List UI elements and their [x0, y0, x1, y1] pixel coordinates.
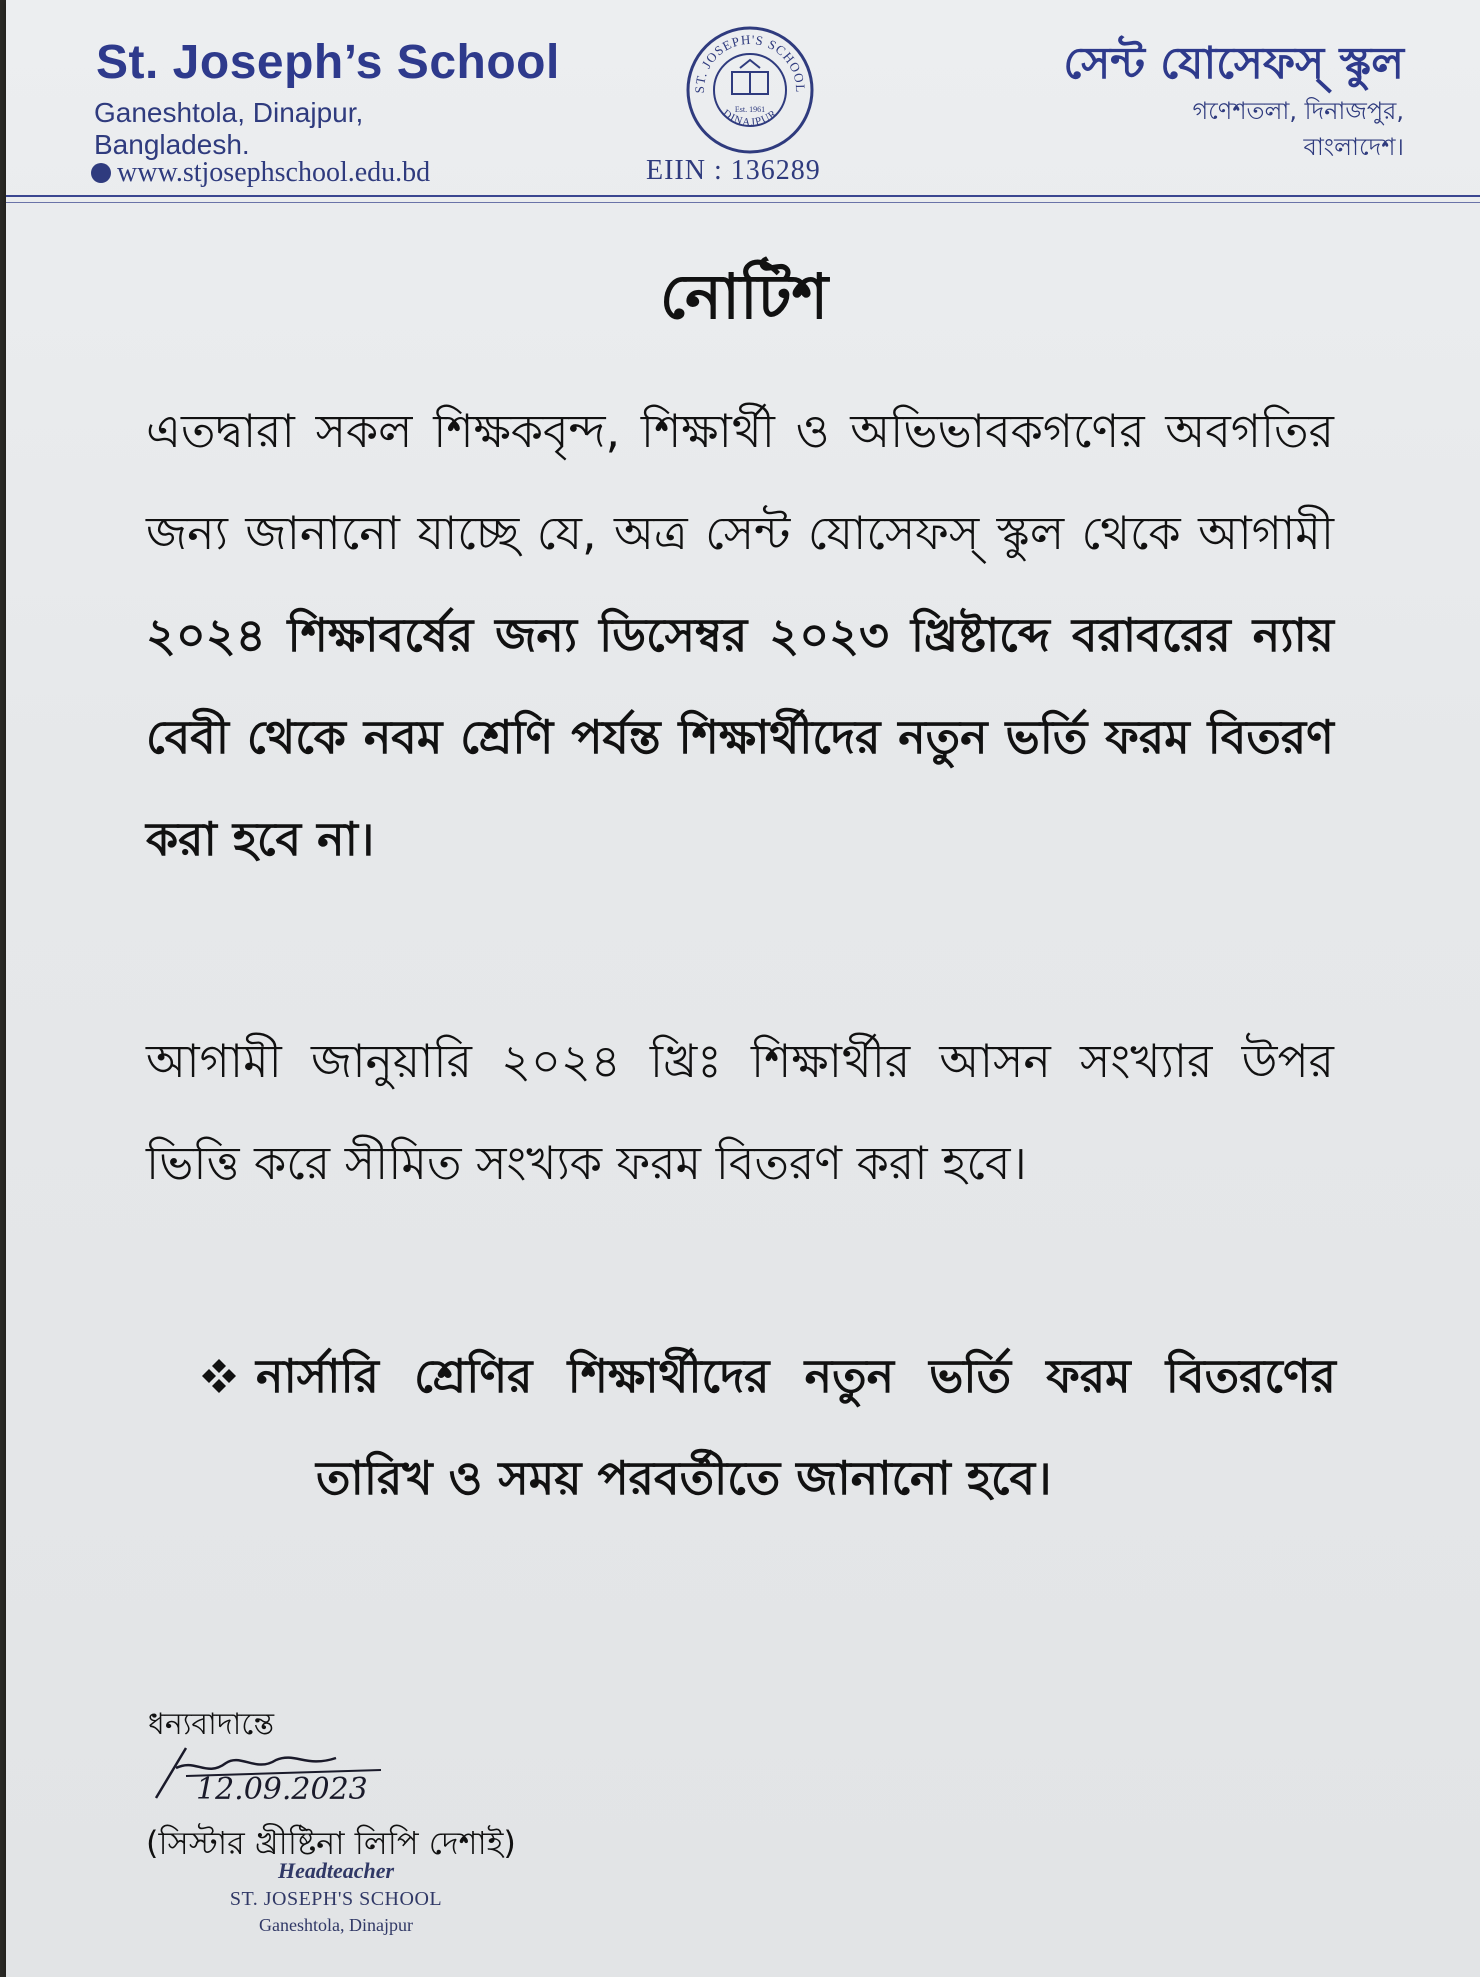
stamp-role: Headteacher	[277, 1858, 395, 1883]
stamp-location: Ganeshtola, Dinajpur	[259, 1915, 413, 1935]
bullet-item	[196, 1325, 1336, 1529]
notice-paper	[6, 0, 1480, 1977]
header-rule	[6, 195, 1480, 197]
signatory-name: (সিস্টার খ্রীষ্টিনা লিপি দেশাই)	[146, 1824, 516, 1862]
paragraph-1-bold-text: ২০২৪ শিক্ষাবর্ষের জন্য ডিসেম্বর ২০২৩ খ্রিষ্টাব্দে বরাবরের ন্যায় বেবী থেকে নবম শ্রেণি পর্যন্ত শিক্ষার্থীদের নতুন ভর্তি ফরম বিতরণ করা হবে না।	[146, 608, 1334, 866]
address-line-1-english: Ganeshtola, Dinajpur,	[94, 97, 364, 128]
notice-title: নোটিশ	[659, 260, 829, 333]
bullet-text	[236, 1325, 1336, 1529]
school-seal-logo	[684, 24, 816, 156]
seal-established: Est. 1961	[734, 105, 766, 114]
bullet-text-content: নার্সারি শ্রেণির শিক্ষার্থীদের নতুন ভর্তি ফরম বিতরণের তারিখ ও সময় পরবর্তীতে জানানো হবে।	[256, 1349, 1336, 1505]
address-line-2-english: Bangladesh.	[94, 129, 250, 160]
closing-text: ধন্যবাদান্তে	[148, 1707, 275, 1742]
address-line-1-bangla: গণেশতলা, দিনাজপুর,	[1192, 97, 1404, 125]
address-line-2-bangla: বাংলাদেশ।	[1303, 133, 1404, 161]
eiin-number: EIIN : 136289	[646, 155, 821, 186]
notice-paragraph-1	[146, 380, 1334, 890]
headteacher-stamp	[176, 1858, 496, 1936]
notice-paragraph-2: আগামী জানুয়ারি ২০২৪ খ্রিঃ শিক্ষার্থীর আসন সংখ্যার উপর ভিত্তি করে সীমিত সংখ্যক ফরম বিতরণ করা হবে।	[146, 1034, 1334, 1190]
school-name-bangla: সেন্ট যোসেফস্ স্কুল	[1063, 38, 1404, 89]
header-rule-thin	[6, 202, 1480, 203]
seal-text-top: ST. JOSEPH'S SCHOOL	[691, 31, 809, 94]
website-url: www.stjosephschool.edu.bd	[117, 157, 431, 188]
address-bangla	[1004, 93, 1404, 165]
seal-text-bottom: DINAJPUR	[720, 107, 780, 129]
website	[91, 157, 430, 189]
stamp-school: ST. JOSEPH'S SCHOOL	[229, 1888, 443, 1910]
paragraph-1-text: এতদ্বারা সকল শিক্ষকবৃন্দ, শিক্ষার্থী ও অভিভাবকগণের অবগতির জন্য জানানো যাচ্ছে যে, অত্র সেন্ট যোসেফস্ স্কুল থেকে আগামী	[146, 404, 1334, 560]
globe-icon	[91, 163, 111, 183]
diamond-bullet-icon	[196, 1353, 242, 1399]
letterhead	[6, 0, 1480, 200]
school-name-english: St. Joseph’s School	[96, 36, 560, 89]
address-english	[94, 97, 363, 161]
signature-date: 12.09.2023	[196, 1772, 368, 1807]
